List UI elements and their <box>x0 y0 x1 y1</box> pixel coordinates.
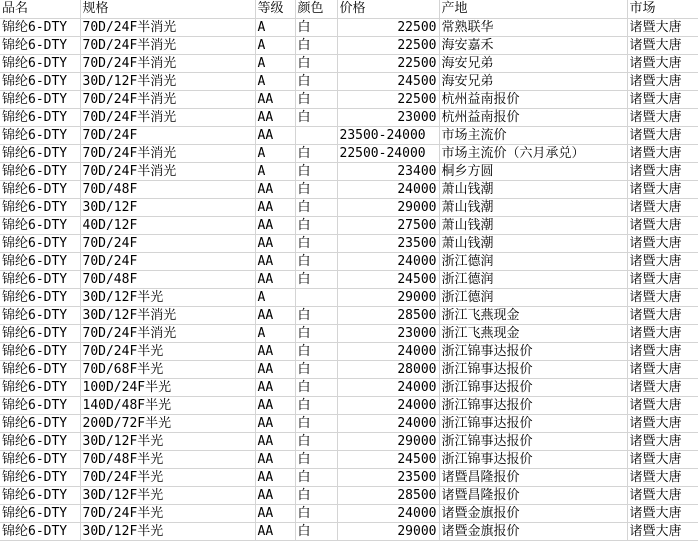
cell-price[interactable]: 23500 <box>337 468 439 486</box>
cell-origin[interactable]: 杭州益南报价 <box>439 90 627 108</box>
table-row <box>0 504 698 522</box>
table-row <box>0 360 698 378</box>
cell-spec[interactable]: 70D/24F半消光 <box>80 324 255 342</box>
cell-market[interactable]: 诸暨大唐 <box>627 378 698 396</box>
cell-spec[interactable]: 30D/12F半消光 <box>80 306 255 324</box>
cell-color[interactable]: 白 <box>295 216 337 234</box>
cell-price[interactable]: 22500 <box>337 54 439 72</box>
cell-origin[interactable]: 萧山钱潮 <box>439 234 627 252</box>
cell-price[interactable]: 24000 <box>337 180 439 198</box>
cell-origin[interactable]: 浙江锦事达报价 <box>439 414 627 432</box>
cell-price[interactable]: 28000 <box>337 360 439 378</box>
table-row <box>0 90 698 108</box>
cell-grade[interactable]: AA <box>255 108 295 126</box>
cell-color[interactable]: 白 <box>295 72 337 90</box>
cell-color[interactable]: 白 <box>295 324 337 342</box>
cell-product-name[interactable]: 锦纶6-DTY <box>0 414 80 432</box>
cell-color[interactable]: 白 <box>295 144 337 162</box>
cell-market[interactable]: 诸暨大唐 <box>627 324 698 342</box>
cell-grade[interactable]: A <box>255 162 295 180</box>
table-row <box>0 486 698 504</box>
cell-price[interactable]: 28500 <box>337 306 439 324</box>
table-row <box>0 180 698 198</box>
cell-market[interactable]: 诸暨大唐 <box>627 108 698 126</box>
cell-market[interactable]: 诸暨大唐 <box>627 270 698 288</box>
table-row <box>0 396 698 414</box>
cell-spec[interactable]: 140D/48F半光 <box>80 396 255 414</box>
table-row <box>0 216 698 234</box>
cell-grade[interactable]: AA <box>255 432 295 450</box>
cell-spec[interactable]: 30D/12F半光 <box>80 486 255 504</box>
table-row <box>0 252 698 270</box>
cell-color[interactable]: 白 <box>295 108 337 126</box>
cell-origin[interactable]: 萧山钱潮 <box>439 180 627 198</box>
cell-price[interactable]: 24000 <box>337 252 439 270</box>
cell-spec[interactable]: 200D/72F半光 <box>80 414 255 432</box>
table-row <box>0 270 698 288</box>
cell-origin[interactable]: 浙江锦事达报价 <box>439 360 627 378</box>
cell-market[interactable]: 诸暨大唐 <box>627 450 698 468</box>
cell-price[interactable]: 29000 <box>337 288 439 306</box>
cell-product-name[interactable]: 锦纶6-DTY <box>0 432 80 450</box>
table-row <box>0 378 698 396</box>
cell-color[interactable]: 白 <box>295 198 337 216</box>
cell-spec[interactable]: 70D/24F半消光 <box>80 54 255 72</box>
cell-price[interactable]: 22500 <box>337 90 439 108</box>
cell-spec[interactable]: 70D/68F半光 <box>80 360 255 378</box>
cell-price[interactable]: 22500 <box>337 36 439 54</box>
cell-grade[interactable]: AA <box>255 468 295 486</box>
cell-color[interactable]: 白 <box>295 54 337 72</box>
cell-grade[interactable]: AA <box>255 450 295 468</box>
header-market[interactable]: 市场 <box>627 0 698 18</box>
table-row <box>0 522 698 540</box>
cell-origin[interactable]: 诸暨昌隆报价 <box>439 468 627 486</box>
cell-color[interactable]: 白 <box>295 414 337 432</box>
cell-price[interactable]: 23500 <box>337 234 439 252</box>
cell-market[interactable]: 诸暨大唐 <box>627 18 698 36</box>
table-row <box>0 54 698 72</box>
cell-product-name[interactable]: 锦纶6-DTY <box>0 342 80 360</box>
cell-product-name[interactable]: 锦纶6-DTY <box>0 234 80 252</box>
cell-market[interactable]: 诸暨大唐 <box>627 252 698 270</box>
cell-grade[interactable]: AA <box>255 234 295 252</box>
cell-origin[interactable]: 萧山钱潮 <box>439 216 627 234</box>
cell-color[interactable]: 白 <box>295 180 337 198</box>
cell-price[interactable]: 24500 <box>337 270 439 288</box>
cell-color[interactable]: 白 <box>295 162 337 180</box>
cell-origin[interactable]: 海安兄弟 <box>439 72 627 90</box>
cell-market[interactable]: 诸暨大唐 <box>627 504 698 522</box>
cell-spec[interactable]: 70D/24F半消光 <box>80 108 255 126</box>
cell-color[interactable]: 白 <box>295 270 337 288</box>
table-row <box>0 414 698 432</box>
table-row <box>0 432 698 450</box>
cell-market[interactable]: 诸暨大唐 <box>627 216 698 234</box>
table-row <box>0 342 698 360</box>
cell-spec[interactable]: 70D/24F <box>80 234 255 252</box>
cell-spec[interactable]: 40D/12F <box>80 216 255 234</box>
cell-grade[interactable]: AA <box>255 180 295 198</box>
cell-price[interactable]: 24000 <box>337 396 439 414</box>
cell-product-name[interactable]: 锦纶6-DTY <box>0 144 80 162</box>
cell-grade[interactable]: A <box>255 18 295 36</box>
table-row <box>0 72 698 90</box>
cell-product-name[interactable]: 锦纶6-DTY <box>0 108 80 126</box>
cell-origin[interactable]: 市场主流价 <box>439 126 627 144</box>
cell-product-name[interactable]: 锦纶6-DTY <box>0 72 80 90</box>
cell-market[interactable]: 诸暨大唐 <box>627 360 698 378</box>
cell-market[interactable]: 诸暨大唐 <box>627 36 698 54</box>
cell-color[interactable]: 白 <box>295 36 337 54</box>
table-row <box>0 126 698 144</box>
cell-product-name[interactable]: 锦纶6-DTY <box>0 360 80 378</box>
cell-market[interactable]: 诸暨大唐 <box>627 90 698 108</box>
cell-color[interactable]: 白 <box>295 450 337 468</box>
cell-origin[interactable]: 浙江锦事达报价 <box>439 396 627 414</box>
cell-grade[interactable]: AA <box>255 342 295 360</box>
cell-product-name[interactable]: 锦纶6-DTY <box>0 216 80 234</box>
cell-grade[interactable]: AA <box>255 306 295 324</box>
cell-market[interactable]: 诸暨大唐 <box>627 396 698 414</box>
cell-market[interactable]: 诸暨大唐 <box>627 432 698 450</box>
cell-market[interactable]: 诸暨大唐 <box>627 306 698 324</box>
cell-origin[interactable]: 浙江锦事达报价 <box>439 450 627 468</box>
cell-origin[interactable]: 浙江锦事达报价 <box>439 378 627 396</box>
cell-spec[interactable]: 30D/12F <box>80 198 255 216</box>
cell-spec[interactable]: 70D/24F半消光 <box>80 90 255 108</box>
cell-product-name[interactable]: 锦纶6-DTY <box>0 396 80 414</box>
cell-color[interactable]: 白 <box>295 306 337 324</box>
cell-spec[interactable]: 30D/12F半光 <box>80 288 255 306</box>
cell-color[interactable]: 白 <box>295 504 337 522</box>
cell-grade[interactable]: AA <box>255 486 295 504</box>
cell-origin[interactable]: 诸暨昌隆报价 <box>439 486 627 504</box>
cell-grade[interactable]: A <box>255 36 295 54</box>
cell-grade[interactable]: AA <box>255 396 295 414</box>
cell-product-name[interactable]: 锦纶6-DTY <box>0 378 80 396</box>
cell-price[interactable]: 24000 <box>337 414 439 432</box>
cell-spec[interactable]: 70D/48F <box>80 180 255 198</box>
cell-product-name[interactable]: 锦纶6-DTY <box>0 450 80 468</box>
cell-origin[interactable]: 市场主流价（六月承兑） <box>439 144 627 162</box>
cell-color[interactable]: 白 <box>295 396 337 414</box>
cell-spec[interactable]: 30D/12F半光 <box>80 432 255 450</box>
cell-origin[interactable]: 海安兄弟 <box>439 54 627 72</box>
cell-market[interactable]: 诸暨大唐 <box>627 162 698 180</box>
cell-product-name[interactable]: 锦纶6-DTY <box>0 198 80 216</box>
cell-origin[interactable]: 浙江锦事达报价 <box>439 432 627 450</box>
cell-spec[interactable]: 70D/24F半光 <box>80 342 255 360</box>
cell-market[interactable]: 诸暨大唐 <box>627 486 698 504</box>
cell-spec[interactable]: 70D/24F半消光 <box>80 36 255 54</box>
cell-price[interactable]: 23400 <box>337 162 439 180</box>
cell-price[interactable]: 24000 <box>337 504 439 522</box>
cell-grade[interactable]: AA <box>255 360 295 378</box>
cell-color[interactable]: 白 <box>295 468 337 486</box>
cell-product-name[interactable]: 锦纶6-DTY <box>0 90 80 108</box>
cell-grade[interactable]: AA <box>255 198 295 216</box>
cell-spec[interactable]: 70D/48F <box>80 270 255 288</box>
cell-market[interactable]: 诸暨大唐 <box>627 54 698 72</box>
cell-grade[interactable]: A <box>255 324 295 342</box>
cell-price[interactable]: 22500-24000 <box>337 144 439 162</box>
cell-price[interactable]: 27500 <box>337 216 439 234</box>
cell-spec[interactable]: 100D/24F半光 <box>80 378 255 396</box>
cell-product-name[interactable]: 锦纶6-DTY <box>0 504 80 522</box>
cell-price[interactable]: 22500 <box>337 18 439 36</box>
table-row <box>0 234 698 252</box>
cell-color[interactable]: 白 <box>295 90 337 108</box>
cell-market[interactable]: 诸暨大唐 <box>627 198 698 216</box>
cell-origin[interactable]: 浙江德润 <box>439 252 627 270</box>
cell-grade[interactable]: AA <box>255 504 295 522</box>
cell-grade[interactable]: A <box>255 54 295 72</box>
header-origin[interactable]: 产地 <box>439 0 627 18</box>
table-row <box>0 306 698 324</box>
table-row <box>0 108 698 126</box>
header-product-name[interactable]: 品名 <box>0 0 80 18</box>
cell-color[interactable]: 白 <box>295 378 337 396</box>
cell-color[interactable] <box>295 126 337 144</box>
cell-origin[interactable]: 杭州益南报价 <box>439 108 627 126</box>
cell-grade[interactable]: A <box>255 72 295 90</box>
cell-grade[interactable]: AA <box>255 126 295 144</box>
cell-color[interactable] <box>295 288 337 306</box>
cell-price[interactable]: 23500-24000 <box>337 126 439 144</box>
cell-grade[interactable]: AA <box>255 270 295 288</box>
cell-product-name[interactable]: 锦纶6-DTY <box>0 162 80 180</box>
cell-spec[interactable]: 70D/24F <box>80 126 255 144</box>
table-row <box>0 18 698 36</box>
cell-market[interactable]: 诸暨大唐 <box>627 126 698 144</box>
cell-origin[interactable]: 海安嘉禾 <box>439 36 627 54</box>
cell-origin[interactable]: 浙江德润 <box>439 270 627 288</box>
cell-color[interactable]: 白 <box>295 486 337 504</box>
cell-product-name[interactable]: 锦纶6-DTY <box>0 36 80 54</box>
cell-price[interactable]: 24500 <box>337 450 439 468</box>
cell-spec[interactable]: 70D/24F半光 <box>80 468 255 486</box>
cell-market[interactable]: 诸暨大唐 <box>627 288 698 306</box>
table-row <box>0 288 698 306</box>
cell-origin[interactable]: 浙江飞燕现金 <box>439 324 627 342</box>
table-row <box>0 36 698 54</box>
cell-price[interactable]: 28500 <box>337 486 439 504</box>
cell-spec[interactable]: 70D/24F半光 <box>80 504 255 522</box>
cell-origin[interactable]: 诸暨金旗报价 <box>439 504 627 522</box>
cell-grade[interactable]: A <box>255 144 295 162</box>
cell-price[interactable]: 29000 <box>337 198 439 216</box>
cell-product-name[interactable]: 锦纶6-DTY <box>0 306 80 324</box>
cell-product-name[interactable]: 锦纶6-DTY <box>0 288 80 306</box>
cell-product-name[interactable]: 锦纶6-DTY <box>0 54 80 72</box>
table-row <box>0 324 698 342</box>
header-spec[interactable]: 规格 <box>80 0 255 18</box>
header-row <box>0 0 698 18</box>
cell-market[interactable]: 诸暨大唐 <box>627 72 698 90</box>
cell-price[interactable]: 23000 <box>337 324 439 342</box>
cell-product-name[interactable]: 锦纶6-DTY <box>0 468 80 486</box>
cell-market[interactable]: 诸暨大唐 <box>627 414 698 432</box>
cell-color[interactable]: 白 <box>295 342 337 360</box>
cell-origin[interactable]: 浙江飞燕现金 <box>439 306 627 324</box>
cell-product-name[interactable]: 锦纶6-DTY <box>0 522 80 540</box>
cell-origin[interactable]: 诸暨金旗报价 <box>439 522 627 540</box>
cell-spec[interactable]: 70D/24F半消光 <box>80 162 255 180</box>
cell-price[interactable]: 29000 <box>337 432 439 450</box>
cell-origin[interactable]: 浙江锦事达报价 <box>439 342 627 360</box>
cell-color[interactable]: 白 <box>295 432 337 450</box>
cell-grade[interactable]: AA <box>255 378 295 396</box>
cell-product-name[interactable]: 锦纶6-DTY <box>0 270 80 288</box>
table-row <box>0 162 698 180</box>
header-color[interactable]: 颜色 <box>295 0 337 18</box>
cell-spec[interactable]: 70D/24F <box>80 252 255 270</box>
cell-price[interactable]: 24000 <box>337 378 439 396</box>
cell-origin[interactable]: 常熟联华 <box>439 18 627 36</box>
cell-spec[interactable]: 70D/48F半光 <box>80 450 255 468</box>
cell-color[interactable]: 白 <box>295 234 337 252</box>
cell-market[interactable]: 诸暨大唐 <box>627 468 698 486</box>
cell-market[interactable]: 诸暨大唐 <box>627 522 698 540</box>
header-price[interactable]: 价格 <box>337 0 439 18</box>
cell-product-name[interactable]: 锦纶6-DTY <box>0 126 80 144</box>
cell-market[interactable]: 诸暨大唐 <box>627 144 698 162</box>
cell-grade[interactable]: A <box>255 288 295 306</box>
cell-product-name[interactable]: 锦纶6-DTY <box>0 180 80 198</box>
cell-color[interactable]: 白 <box>295 360 337 378</box>
cell-price[interactable]: 23000 <box>337 108 439 126</box>
cell-grade[interactable]: AA <box>255 522 295 540</box>
cell-spec[interactable]: 30D/12F半光 <box>80 522 255 540</box>
cell-origin[interactable]: 桐乡方圆 <box>439 162 627 180</box>
table-row <box>0 144 698 162</box>
cell-origin[interactable]: 浙江德润 <box>439 288 627 306</box>
cell-spec[interactable]: 70D/24F半消光 <box>80 144 255 162</box>
table-row <box>0 198 698 216</box>
cell-price[interactable]: 29000 <box>337 522 439 540</box>
cell-market[interactable]: 诸暨大唐 <box>627 342 698 360</box>
cell-price[interactable]: 24500 <box>337 72 439 90</box>
header-grade[interactable]: 等级 <box>255 0 295 18</box>
cell-spec[interactable]: 30D/12F半消光 <box>80 72 255 90</box>
cell-product-name[interactable]: 锦纶6-DTY <box>0 18 80 36</box>
cell-product-name[interactable]: 锦纶6-DTY <box>0 252 80 270</box>
cell-color[interactable]: 白 <box>295 522 337 540</box>
cell-spec[interactable]: 70D/24F半消光 <box>80 18 255 36</box>
table-row <box>0 450 698 468</box>
cell-color[interactable]: 白 <box>295 18 337 36</box>
cell-grade[interactable]: AA <box>255 216 295 234</box>
cell-market[interactable]: 诸暨大唐 <box>627 234 698 252</box>
cell-market[interactable]: 诸暨大唐 <box>627 180 698 198</box>
table-row <box>0 468 698 486</box>
cell-product-name[interactable]: 锦纶6-DTY <box>0 486 80 504</box>
cell-grade[interactable]: AA <box>255 252 295 270</box>
cell-color[interactable]: 白 <box>295 252 337 270</box>
cell-grade[interactable]: AA <box>255 414 295 432</box>
cell-product-name[interactable]: 锦纶6-DTY <box>0 324 80 342</box>
cell-grade[interactable]: AA <box>255 90 295 108</box>
cell-origin[interactable]: 萧山钱潮 <box>439 198 627 216</box>
cell-price[interactable]: 24000 <box>337 342 439 360</box>
